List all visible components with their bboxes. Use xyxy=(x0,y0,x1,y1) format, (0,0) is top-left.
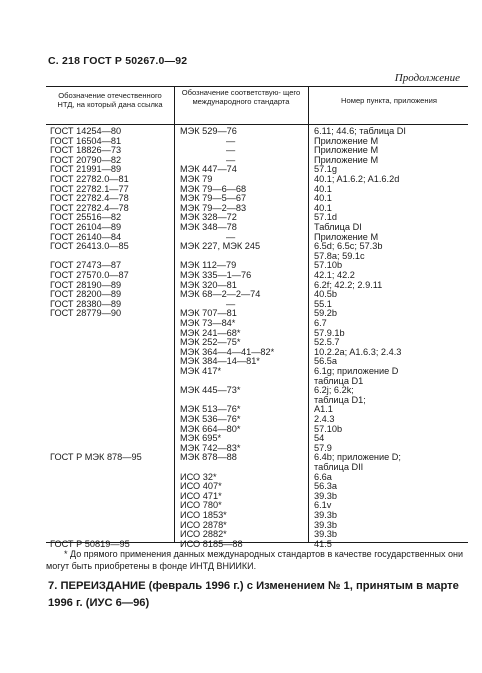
cell-national-standard: ГОСТ 22782.0—81 xyxy=(50,174,129,184)
cell-international-standard: — xyxy=(226,298,236,309)
cell-national-standard: ГОСТ 14254—80 xyxy=(50,126,122,136)
cell-international-standard: ИСО 780* xyxy=(180,500,222,511)
cell-clause: 6.7 xyxy=(314,318,327,328)
cell-national-standard: ГОСТ 26104—89 xyxy=(50,222,122,232)
cell-national-standard: ГОСТ 27570.0—87 xyxy=(50,270,129,280)
cell-clause: 40.5b xyxy=(314,289,337,300)
cell-international-standard: МЭК 68—2—2—74 xyxy=(180,289,261,300)
table-top-rule xyxy=(46,86,468,87)
cell-national-standard: ГОСТ 18826—73 xyxy=(50,145,122,156)
cell-international-standard: МЭК 529—76 xyxy=(180,126,237,136)
cell-international-standard: МЭК 445—73* xyxy=(180,385,241,396)
cell-international-standard: МЭК 742—83* xyxy=(180,442,241,453)
cell-national-standard: ГОСТ 22782.1—77 xyxy=(50,183,129,194)
cell-clause: Приложение М xyxy=(314,145,379,156)
cell-clause: Приложение М xyxy=(314,231,379,242)
cell-international-standard: МЭК 241—68* xyxy=(180,327,241,338)
cell-clause: 57.10b xyxy=(314,423,343,434)
column-header-national: Обозначение отечественного НТД, на который дана ссылка xyxy=(57,91,163,109)
footnote: * До прямого применения данных международных стандартов в качестве государственных они могут быть приобретены в фонде ИНТД ВНИИКИ. xyxy=(46,549,463,571)
cell-international-standard: — xyxy=(226,145,236,156)
cell-national-standard: ГОСТ Р МЭК 878—95 xyxy=(50,452,142,463)
cell-national-standard: ГОСТ 26140—84 xyxy=(50,231,122,242)
cell-national-standard: ГОСТ 28200—89 xyxy=(50,289,122,300)
continuation-label: Продолжение xyxy=(394,72,460,84)
cell-international-standard: — xyxy=(226,231,236,242)
cell-clause: 55.1 xyxy=(314,298,332,309)
table-header-rule xyxy=(46,124,468,125)
cell-clause: 57.1d xyxy=(314,212,337,223)
cell-clause: 6.2f; 42.2; 2.9.11 xyxy=(314,279,383,290)
cell-clause: 42.1; 42.2 xyxy=(314,270,355,280)
cell-clause: 56.5a xyxy=(314,356,337,367)
cell-international-standard: — xyxy=(226,135,236,146)
cell-clause: 41.5 xyxy=(314,538,332,549)
cell-clause: A1.1 xyxy=(314,404,333,415)
cell-clause: 57.8a; 59.1c xyxy=(314,250,365,261)
cell-international-standard: МЭК 384—14—81* xyxy=(180,356,260,367)
cell-clause: Приложение М xyxy=(314,154,379,165)
cell-international-standard: МЭК 79 xyxy=(180,174,213,184)
cell-clause: 6.4b; приложение D; xyxy=(314,452,401,463)
cell-clause: 57.9.1b xyxy=(314,327,345,338)
cell-national-standard: ГОСТ 28779—90 xyxy=(50,308,122,319)
cell-clause: 59.2b xyxy=(314,308,337,319)
cell-international-standard: ИСО 2882* xyxy=(180,529,227,540)
cell-international-standard: МЭК 348—78 xyxy=(180,222,237,232)
cell-national-standard: ГОСТ 28380—89 xyxy=(50,298,122,309)
cell-clause: 6.1g; приложение D xyxy=(314,366,399,376)
cell-clause: 6.11; 44.6; таблица DI xyxy=(314,126,406,136)
cell-clause: 6.6a xyxy=(314,471,332,482)
cell-national-standard: ГОСТ Р 50819—95 xyxy=(50,538,130,549)
cell-international-standard: ИСО 471* xyxy=(180,490,222,501)
cell-clause: 52.5.7 xyxy=(314,337,340,348)
cell-clause: Приложение М xyxy=(314,135,379,146)
cell-clause: таблица D1 xyxy=(314,375,364,386)
cell-national-standard: ГОСТ 21991—89 xyxy=(50,164,122,175)
cell-international-standard: МЭК 664—80* xyxy=(180,423,241,434)
cell-clause: таблица D1; xyxy=(314,394,366,405)
cell-international-standard: — xyxy=(226,154,236,165)
cell-clause: 40.1 xyxy=(314,193,332,204)
table-divider-1 xyxy=(174,86,175,542)
column-header-clause: Номер пункта, приложения xyxy=(341,96,437,105)
cell-international-standard: МЭК 328—72 xyxy=(180,212,237,223)
cell-national-standard: ГОСТ 22782.4—78 xyxy=(50,193,129,204)
cell-national-standard: ГОСТ 25516—82 xyxy=(50,212,122,223)
cell-international-standard: МЭК 112—79 xyxy=(180,260,237,271)
cell-international-standard: ИСО 2878* xyxy=(180,519,227,530)
cell-national-standard: ГОСТ 28190—89 xyxy=(50,279,122,290)
cell-clause: 39.3b xyxy=(314,519,337,530)
cell-national-standard: ГОСТ 22782.4—78 xyxy=(50,202,129,213)
cell-clause: 57.10b xyxy=(314,260,343,271)
cell-international-standard: МЭК 513—76* xyxy=(180,404,241,415)
cell-international-standard: МЭК 227, МЭК 245 xyxy=(180,241,261,252)
cell-international-standard: МЭК 695* xyxy=(180,433,222,444)
cell-international-standard: ИСО 32* xyxy=(180,471,217,482)
cell-international-standard: МЭК 79—6—68 xyxy=(180,183,247,194)
cell-international-standard: МЭК 79—2—83 xyxy=(180,202,247,213)
table-divider-2 xyxy=(308,86,309,542)
cell-international-standard: МЭК 878—88 xyxy=(180,452,237,463)
cell-clause: 40.1 xyxy=(314,202,332,213)
cell-clause: 57.1g xyxy=(314,164,337,175)
column-header-international: Обозначение соответствую- щего международного стандарта xyxy=(181,88,301,106)
cell-international-standard: ИСО 407* xyxy=(180,481,222,492)
cell-national-standard: ГОСТ 27473—87 xyxy=(50,260,122,271)
section-7-heading: 7. ПЕРЕИЗДАНИЕ (февраль 1996 г.) с Изменением № 1, принятым в марте 1996 г. (ИУС 6—96) xyxy=(48,580,459,609)
cell-national-standard: ГОСТ 16504—81 xyxy=(50,135,122,146)
cell-clause: 6.1v xyxy=(314,500,332,511)
cell-international-standard: МЭК 447—74 xyxy=(180,164,237,175)
cell-clause: 54 xyxy=(314,433,325,444)
cell-international-standard: МЭК 364—4—41—82* xyxy=(180,346,275,357)
cell-international-standard: МЭК 320—81 xyxy=(180,279,237,290)
cell-international-standard: ИСО 8185—88 xyxy=(180,538,243,549)
cell-clause: 39.3b xyxy=(314,510,337,520)
cell-international-standard: МЭК 417* xyxy=(180,366,222,376)
cell-clause: 6.5d; 6.5c; 57.3b xyxy=(314,241,383,252)
cell-international-standard: ИСО 1853* xyxy=(180,510,227,520)
cell-clause: 56.3a xyxy=(314,481,337,492)
cell-clause: 6.2j; 6.2k; xyxy=(314,385,354,396)
cell-clause: таблица DII xyxy=(314,462,364,472)
cell-clause: 40.1 xyxy=(314,183,332,194)
cell-clause: Таблица DI xyxy=(314,222,362,232)
cell-national-standard: ГОСТ 26413.0—85 xyxy=(50,241,129,252)
cell-clause: 57.9 xyxy=(314,442,332,453)
running-head: С. 218 ГОСТ Р 50267.0—92 xyxy=(48,55,188,67)
cell-clause: 10.2.2a; A1.6.3; 2.4.3 xyxy=(314,346,402,357)
cell-international-standard: МЭК 252—75* xyxy=(180,337,241,348)
cell-international-standard: МЭК 73—84* xyxy=(180,318,236,328)
cell-clause: 40.1; A1.6.2; A1.6.2d xyxy=(314,174,400,184)
cell-clause: 2.4.3 xyxy=(314,414,335,424)
cell-international-standard: МЭК 79—5—67 xyxy=(180,193,247,204)
cell-international-standard: МЭК 536—76* xyxy=(180,414,241,424)
cell-clause: 39.3b xyxy=(314,490,337,501)
cell-clause: 39.3b xyxy=(314,529,337,540)
cell-international-standard: МЭК 707—81 xyxy=(180,308,237,319)
cell-international-standard: МЭК 335—1—76 xyxy=(180,270,252,280)
cell-national-standard: ГОСТ 20790—82 xyxy=(50,154,122,165)
